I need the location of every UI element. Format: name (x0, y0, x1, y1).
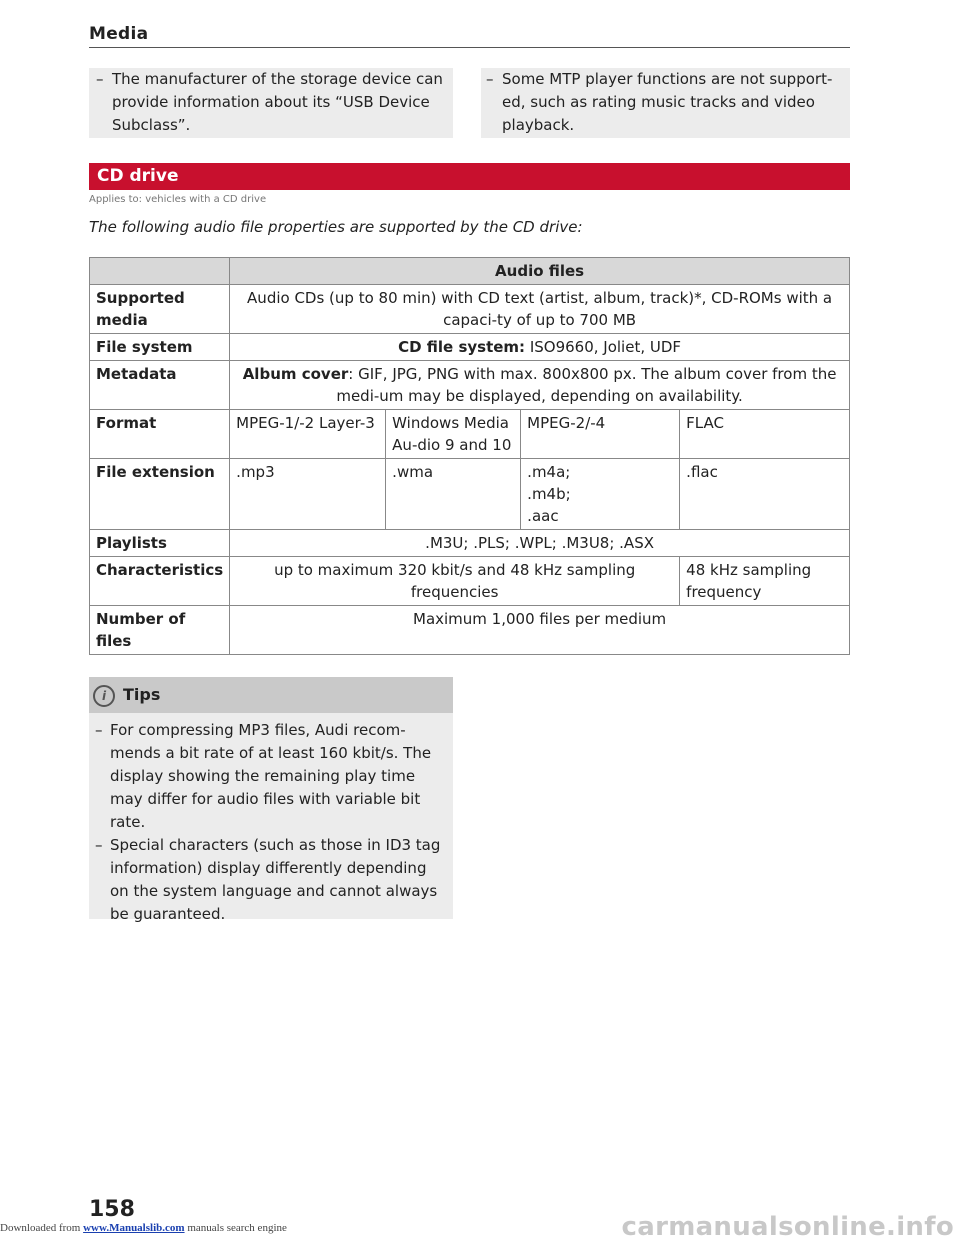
note-box-right (481, 68, 850, 138)
row-label: Format (90, 410, 230, 459)
footer-suffix: manuals search engine (184, 1222, 287, 1234)
row-value (230, 361, 850, 410)
row-label: Characteristics (90, 557, 230, 606)
applies-to-note: Applies to: vehicles with a CD drive (89, 194, 267, 205)
note-box-left (89, 68, 453, 138)
table-row-metadata (90, 361, 850, 410)
table-row-supported-media (90, 285, 850, 334)
table-row-playlists (90, 530, 850, 557)
tips-list (89, 713, 453, 926)
table-row-characteristics (90, 557, 850, 606)
extension-cell: .flac (680, 459, 850, 530)
note-item (91, 68, 453, 137)
section-divider (89, 47, 850, 48)
row-label: Metadata (90, 361, 230, 410)
dash-bullet: – (95, 721, 103, 739)
note-text: Some MTP player functions are not support-ed, such as rating music tracks and video playback. (502, 70, 833, 134)
table-header-row (90, 258, 850, 285)
dash-bullet: – (486, 70, 494, 88)
tip-text: For compressing MP3 files, Audi recom-mends a bit rate of at least 160 kbit/s. The display showing the remaining play time may differ for audio files with variable bit rate. (110, 721, 432, 831)
audio-files-table (89, 257, 850, 655)
extension-cell: .m4a; .m4b; .aac (521, 459, 680, 530)
manualslib-link[interactable]: www.Manualslib.com (83, 1222, 185, 1234)
row-value-text: : GIF, JPG, PNG with max. 800x800 px. The album cover from the medi-um may be displayed, depending on availability. (336, 365, 837, 405)
row-value-flac: 48 kHz sampling frequency (680, 557, 850, 606)
row-label: File extension (90, 459, 230, 530)
row-value-text: ISO9660, Joliet, UDF (525, 338, 682, 356)
tip-item (89, 834, 453, 926)
row-value-bold: Album cover (242, 365, 349, 383)
tip-item (89, 719, 453, 834)
format-cell: FLAC (680, 410, 850, 459)
dash-bullet: – (96, 70, 104, 88)
extension-cell: .mp3 (230, 459, 386, 530)
format-cell: Windows Media Au-dio 9 and 10 (386, 410, 521, 459)
row-label: Supported media (90, 285, 230, 334)
page-number: 158 (89, 1197, 135, 1222)
watermark: carmanualsonline.info (621, 1212, 954, 1242)
note-item (481, 68, 850, 137)
footer-prefix: Downloaded from (0, 1222, 84, 1234)
row-label: Number of files (90, 606, 230, 655)
table-header-audio-files: Audio files (230, 258, 850, 285)
download-footer (0, 1222, 287, 1234)
intro-text: The following audio file properties are supported by the CD drive: (89, 218, 583, 236)
row-value: .M3U; .PLS; .WPL; .M3U8; .ASX (230, 530, 850, 557)
table-row-file-extension (90, 459, 850, 530)
dash-bullet: – (95, 836, 103, 854)
row-value (230, 334, 850, 361)
row-value: up to maximum 320 kbit/s and 48 kHz sampling frequencies (230, 557, 680, 606)
table-row-number-of-files (90, 606, 850, 655)
row-value: Maximum 1,000 files per medium (230, 606, 850, 655)
tips-box (89, 677, 453, 923)
format-cell: MPEG-2/-4 (521, 410, 680, 459)
row-label: File system (90, 334, 230, 361)
note-text: The manufacturer of the storage device can provide information about its “USB Device Subclass”. (112, 70, 443, 134)
row-value: Audio CDs (up to 80 min) with CD text (artist, album, track)*, CD-ROMs with a capaci-ty of up to 700 MB (230, 285, 850, 334)
cd-drive-heading: CD drive (89, 163, 850, 190)
table-row-file-system (90, 334, 850, 361)
section-title: Media (89, 24, 149, 44)
info-circle-icon: i (93, 685, 115, 707)
row-value-bold: CD file system: (398, 338, 526, 356)
format-cell: MPEG-1/-2 Layer-3 (230, 410, 386, 459)
tips-title: Tips (123, 685, 161, 704)
tips-header (89, 677, 453, 713)
table-row-format (90, 410, 850, 459)
row-label: Playlists (90, 530, 230, 557)
extension-cell: .wma (386, 459, 521, 530)
table-corner-cell (90, 258, 230, 285)
tip-text: Special characters (such as those in ID3 tag information) display differently depending on the system language and cannot always be guaranteed. (110, 836, 441, 923)
